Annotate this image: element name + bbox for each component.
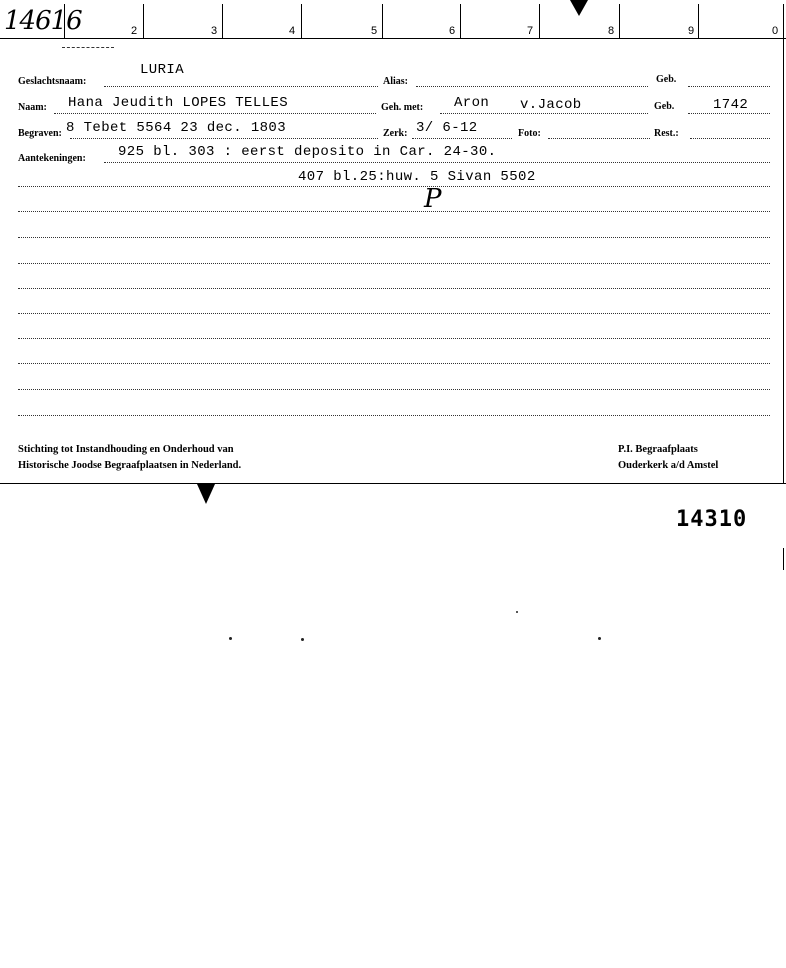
alias-label: Alias: (383, 76, 408, 87)
footer-left-line-1: Stichting tot Instandhouding en Onderhoud van (18, 444, 234, 455)
card-right-edge (783, 38, 784, 484)
dotted-line (18, 237, 770, 238)
geslachtsnaam-label: Geslachtsnaam: (18, 76, 87, 87)
card-bottom-edge (0, 483, 786, 484)
handwritten-mark: P (424, 184, 442, 214)
scale-tick (460, 4, 461, 38)
zerk-label: Zerk: (383, 128, 408, 139)
dotted-line (18, 415, 770, 416)
scale-number: 0 (772, 25, 779, 37)
footer-left-line-2: Historische Joodse Begraafplaatsen in Nederland. (18, 460, 242, 471)
scan-speck (301, 638, 304, 641)
scale-number: 7 (527, 25, 534, 37)
footer-right-line-1: P.I. Begraafplaats (618, 444, 698, 455)
scale-tick (783, 4, 784, 38)
scale-tick (64, 4, 65, 38)
stamp-number: 14310 (676, 507, 748, 532)
geb-label-1: Geb. (656, 74, 677, 85)
geslachtsnaam-value: LURIA (140, 62, 185, 78)
geb-value-2: 1742 (713, 97, 749, 113)
scale-tick (301, 4, 302, 38)
dotted-line (548, 138, 650, 139)
dotted-line (18, 288, 770, 289)
scale-number: 4 (289, 25, 296, 37)
dotted-line (412, 138, 512, 139)
scale-tick (539, 4, 540, 38)
scan-speck (598, 637, 601, 640)
scale-tick (698, 4, 699, 38)
dotted-line (18, 338, 770, 339)
gehmet-label: Geh. met: (381, 102, 424, 113)
scale-tick (222, 4, 223, 38)
dotted-line (18, 211, 770, 212)
scan-speck (229, 637, 232, 640)
scale-number: 2 (131, 25, 138, 37)
dotted-line (18, 389, 770, 390)
scale-number: 3 (211, 25, 218, 37)
begraven-label: Begraven: (18, 128, 62, 139)
footer-organization (18, 442, 241, 474)
small-scribble (62, 44, 114, 48)
aantekeningen-line-1: 925 bl. 303 : eerst deposito in Car. 24-30. (118, 144, 497, 160)
scale-marker-triangle (570, 0, 588, 16)
dotted-line (104, 86, 378, 87)
scale-tick (143, 4, 144, 38)
scale-number: 8 (608, 25, 615, 37)
rest-label: Rest.: (654, 128, 679, 139)
dotted-line (18, 186, 770, 187)
alignment-triangle-marker (197, 484, 215, 504)
scale-number: 9 (688, 25, 695, 37)
dotted-line (18, 313, 770, 314)
footer-location (618, 442, 718, 474)
dotted-line (416, 86, 648, 87)
aantekeningen-line-2: 407 bl.25:huw. 5 Sivan 5502 (298, 169, 536, 185)
dotted-line (18, 363, 770, 364)
naam-value: Hana Jeudith LOPES TELLES (68, 95, 289, 111)
gehmet-value: Aron (454, 95, 490, 111)
dotted-line (440, 113, 648, 114)
dotted-line (70, 138, 378, 139)
scale-tick (382, 4, 383, 38)
scale-number: 5 (371, 25, 378, 37)
begraven-value: 8 Tebet 5564 23 dec. 1803 (66, 120, 287, 136)
dotted-line (18, 263, 770, 264)
dotted-line (688, 86, 770, 87)
scan-speck (516, 611, 518, 613)
scan-edge-mark (783, 548, 784, 570)
gehmet-value-2: v.Jacob (520, 97, 582, 113)
dotted-line (688, 113, 770, 114)
zerk-value: 3/ 6-12 (416, 120, 478, 136)
naam-label: Naam: (18, 102, 47, 113)
scale-number: 6 (449, 25, 456, 37)
dotted-line (104, 162, 770, 163)
geb-label-2: Geb. (654, 101, 675, 112)
handwritten-card-number: 14616 (4, 6, 82, 36)
dotted-line (690, 138, 770, 139)
dotted-line (54, 113, 376, 114)
top-rule (0, 38, 786, 39)
foto-label: Foto: (518, 128, 541, 139)
aantekeningen-label: Aantekeningen: (18, 153, 86, 164)
footer-right-line-2: Ouderkerk a/d Amstel (618, 460, 719, 471)
scale-tick (619, 4, 620, 38)
